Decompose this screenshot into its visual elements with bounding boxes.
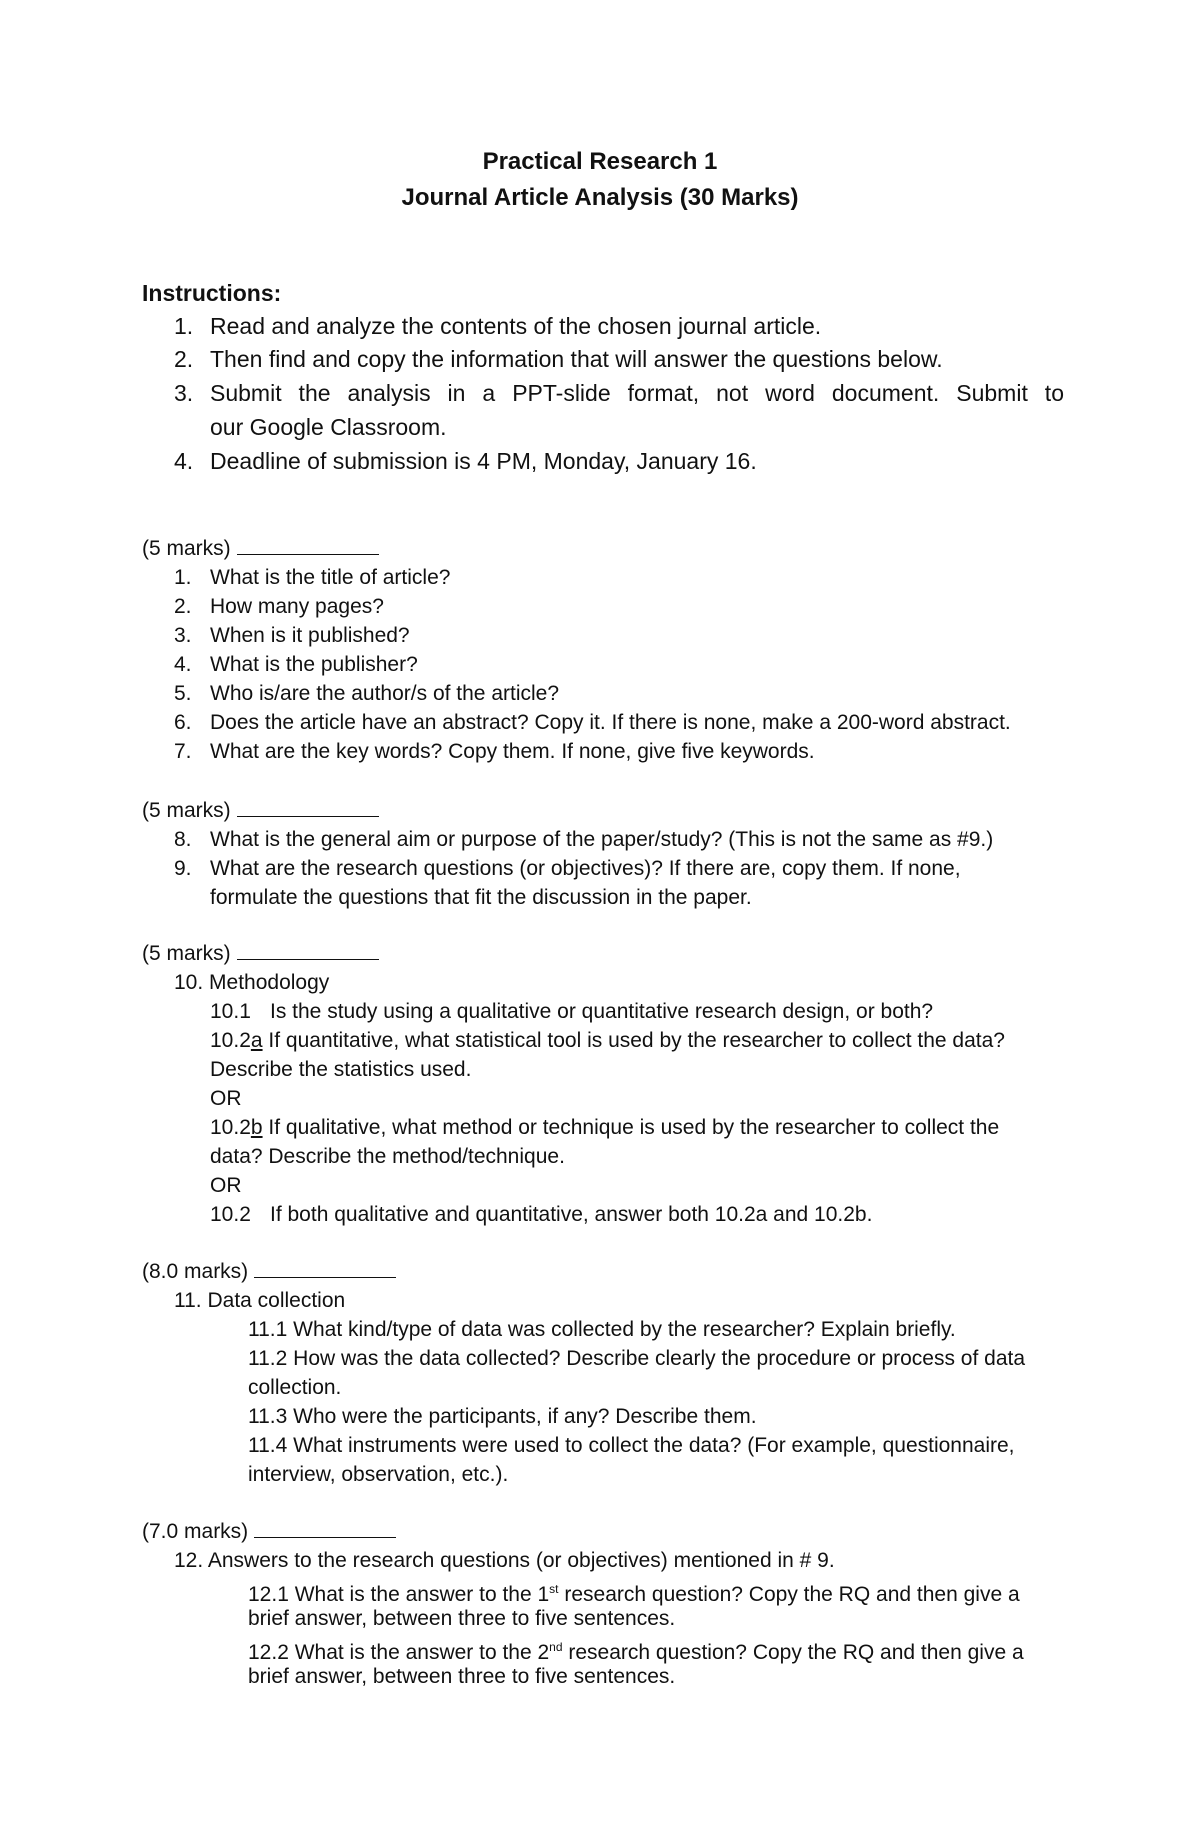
subquestion-10-2: 10.2 If both qualitative and quantitative, answer both 10.2a and 10.2b. <box>210 1203 873 1226</box>
or-label: OR <box>210 1174 242 1197</box>
question-item: 2. How many pages? <box>174 595 384 618</box>
instructions-heading: Instructions: <box>142 280 282 306</box>
instruction-item-continued: our Google Classroom. <box>210 414 447 440</box>
score-blank[interactable] <box>237 536 379 555</box>
subquestion-12-2: 12.2 What is the answer to the 2nd research question? Copy the RQ and then give a <box>248 1640 1024 1664</box>
question-item-continued: formulate the questions that fit the discussion in the paper. <box>210 886 752 909</box>
instruction-item: 2. Then find and copy the information that will answer the questions below. <box>174 346 943 372</box>
section2-marks: (5 marks) <box>142 797 379 824</box>
subquestion-11-2: 11.2 How was the data collected? Describe clearly the procedure or process of data <box>248 1347 1026 1370</box>
subquestion-10-1: 10.1 Is the study using a qualitative or quantitative research design, or both? <box>210 1000 934 1023</box>
section3-marks: (5 marks) <box>142 940 379 967</box>
subquestion-11-2-continued: collection. <box>248 1376 342 1399</box>
question-item: 1. What is the title of article? <box>174 566 451 589</box>
subquestion-11-4-continued: interview, observation, etc.). <box>248 1463 509 1486</box>
section4-marks: (8.0 marks) <box>142 1258 396 1285</box>
subquestion-12-1: 12.1 What is the answer to the 1st research question? Copy the RQ and then give a <box>248 1582 1020 1606</box>
subquestion-10-2b: 10.2b If qualitative, what method or technique is used by the researcher to collect the <box>210 1116 1000 1139</box>
title-block <box>0 144 1200 216</box>
document-title: Practical Research 1 <box>482 148 718 175</box>
subquestion-10-2b-continued: data? Describe the method/technique. <box>210 1145 565 1168</box>
question-item: 3. When is it published? <box>174 624 410 647</box>
instruction-item: 4. Deadline of submission is 4 PM, Monday, January 16. <box>174 448 757 474</box>
subquestion-10-2a-continued: Describe the statistics used. <box>210 1058 472 1081</box>
question-item: 6. Does the article have an abstract? Copy it. If there is none, make a 200-word abstract. <box>174 711 1011 734</box>
subquestion-12-2-continued: brief answer, between three to five sentences. <box>248 1665 676 1688</box>
subquestion-12-1-continued: brief answer, between three to five sentences. <box>248 1607 676 1630</box>
instruction-item: 1. Read and analyze the contents of the chosen journal article. <box>174 313 822 339</box>
document-subtitle: Journal Article Analysis (30 Marks) <box>401 184 799 211</box>
question-item: 5. Who is/are the author/s of the article? <box>174 682 560 705</box>
subquestion-11-3: 11.3 Who were the participants, if any? Describe them. <box>248 1405 757 1428</box>
question-item: 9. What are the research questions (or objectives)? If there are, copy them. If none, <box>174 857 961 880</box>
data-collection-heading: 11. Data collection <box>174 1289 346 1312</box>
instruction-item: 3. Submit the analysis in a PPT-slide format, not word document. Submit to <box>174 380 1064 406</box>
score-blank[interactable] <box>254 1259 396 1278</box>
section1-marks: (5 marks) <box>142 535 379 562</box>
question-item: 4. What is the publisher? <box>174 653 418 676</box>
methodology-heading: 10. Methodology <box>174 971 330 994</box>
subquestion-10-2a: 10.2a If quantitative, what statistical tool is used by the researcher to collect the data? <box>210 1029 1005 1052</box>
score-blank[interactable] <box>237 941 379 960</box>
score-blank[interactable] <box>237 798 379 817</box>
question-item: 8. What is the general aim or purpose of the paper/study? (This is not the same as #9.) <box>174 828 994 851</box>
score-blank[interactable] <box>254 1519 396 1538</box>
subquestion-11-1: 11.1 What kind/type of data was collected by the researcher? Explain briefly. <box>248 1318 956 1341</box>
or-label: OR <box>210 1087 242 1110</box>
question-item: 7. What are the key words? Copy them. If none, give five keywords. <box>174 740 815 763</box>
section5-marks: (7.0 marks) <box>142 1518 396 1545</box>
answers-heading: 12. Answers to the research questions (or objectives) mentioned in # 9. <box>174 1549 835 1572</box>
subquestion-11-4: 11.4 What instruments were used to collect the data? (For example, questionnaire, <box>248 1434 1015 1457</box>
